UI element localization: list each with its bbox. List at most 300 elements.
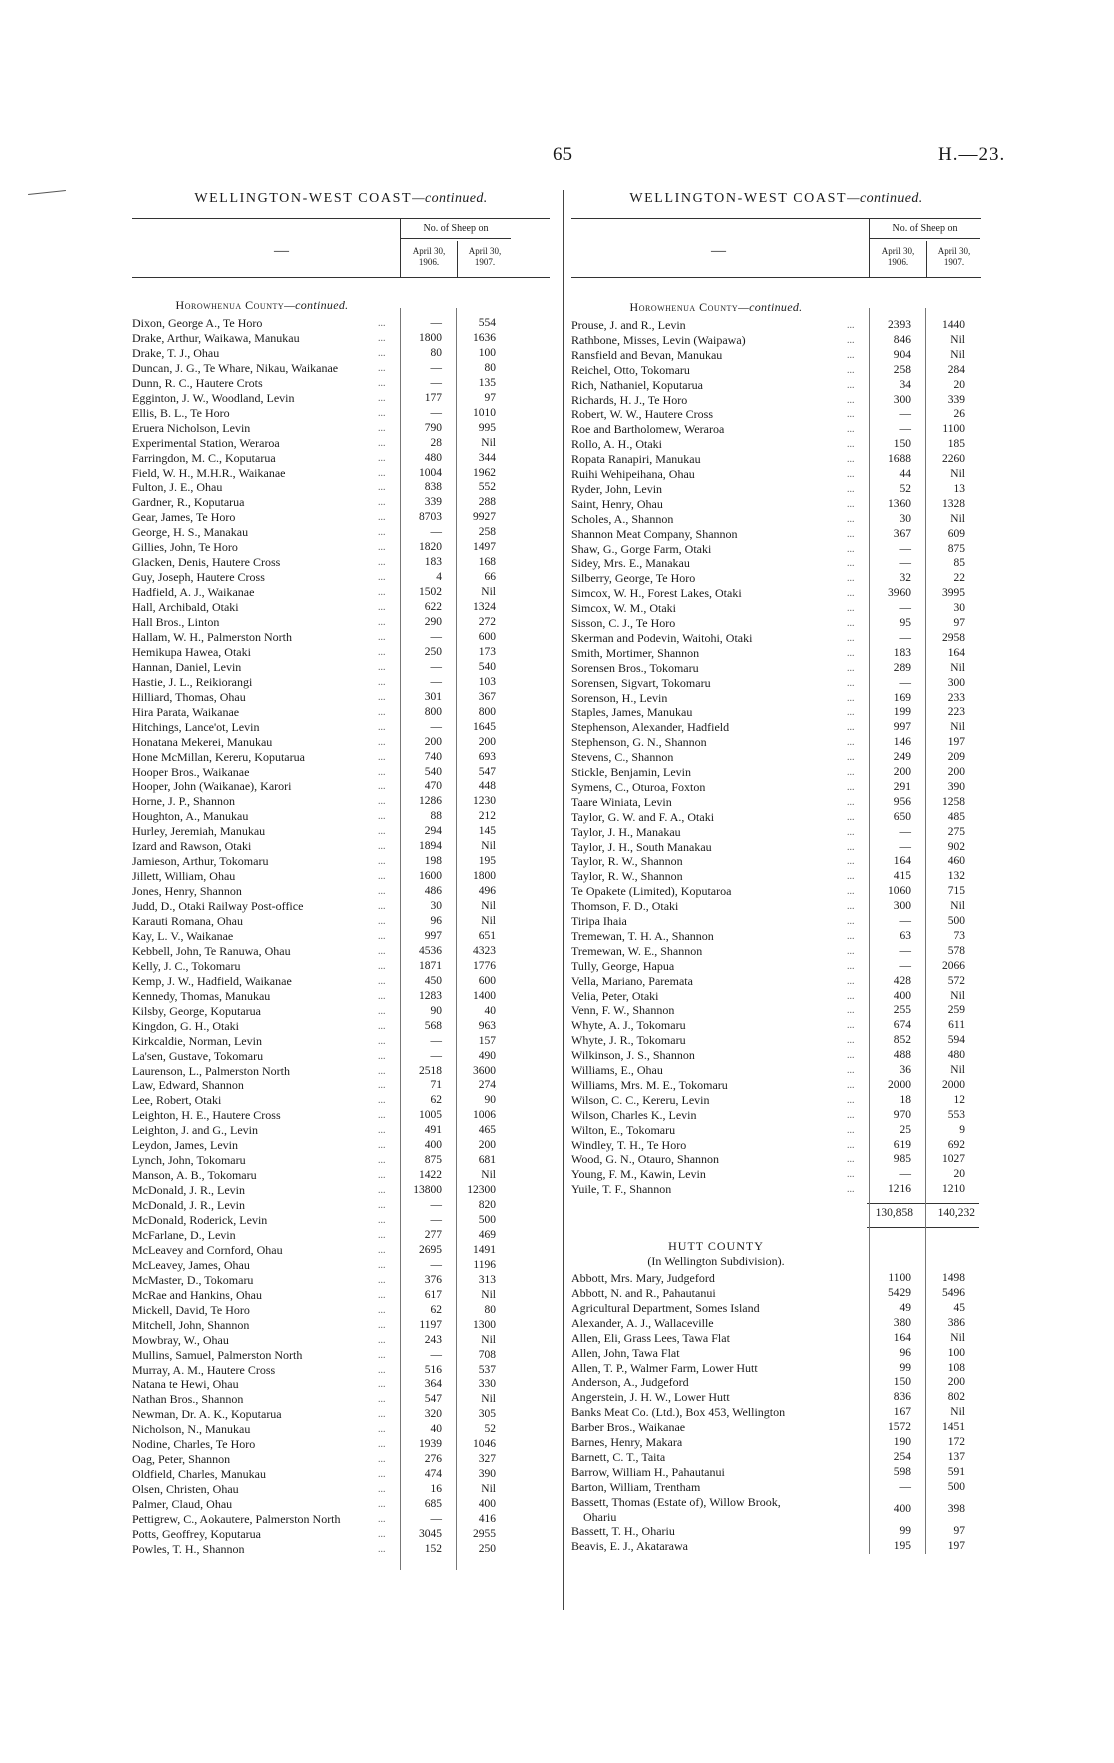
sheep-1906: 650 bbox=[893, 810, 911, 823]
leader-dots: ... bbox=[847, 588, 855, 600]
sheep-1906: 685 bbox=[424, 1498, 442, 1511]
entry-name: Natana te Hewi, Ohau bbox=[132, 1377, 239, 1392]
table-row bbox=[132, 1273, 496, 1289]
sheep-1907: Nil bbox=[481, 900, 496, 913]
leader-dots: ... bbox=[378, 1020, 386, 1032]
leader-dots: ... bbox=[378, 1469, 386, 1481]
leader-dots: ... bbox=[847, 826, 855, 838]
sheep-1907: 212 bbox=[478, 810, 496, 823]
table-row bbox=[132, 406, 496, 422]
sheep-1907: 250 bbox=[478, 1542, 496, 1555]
table-row bbox=[132, 690, 496, 706]
sheep-1906: 254 bbox=[893, 1450, 911, 1463]
entry-name: Houghton, A., Manukau bbox=[132, 809, 249, 824]
sheep-1906: 320 bbox=[424, 1408, 442, 1421]
leader-dots: ... bbox=[847, 469, 855, 480]
sheep-1907: 500 bbox=[478, 1214, 496, 1226]
sheep-1907: 480 bbox=[947, 1049, 965, 1062]
sheep-1907: 553 bbox=[947, 1108, 965, 1121]
sheep-1906: 99 bbox=[899, 1361, 911, 1374]
entry-name: Sorenson, H., Levin bbox=[571, 690, 668, 705]
sheep-1906: 740 bbox=[424, 750, 442, 763]
left-header-col2: April 30, 1907. bbox=[468, 246, 502, 267]
entry-name: Nodine, Charles, Te Horo bbox=[132, 1437, 256, 1452]
table-row bbox=[571, 497, 965, 513]
sheep-1907: Nil bbox=[950, 348, 965, 361]
sheep-1907: 5496 bbox=[942, 1287, 965, 1299]
table-row bbox=[571, 1108, 965, 1124]
sheep-1906: 150 bbox=[893, 1376, 911, 1389]
entry-name: Farringdon, M. C., Koputarua bbox=[132, 450, 276, 465]
table-row bbox=[132, 421, 496, 437]
sheep-1907: 274 bbox=[478, 1079, 496, 1092]
table-row bbox=[132, 705, 496, 721]
sheep-1906: 4536 bbox=[419, 944, 442, 957]
leader-dots: ... bbox=[847, 811, 855, 823]
sheep-1907: 1400 bbox=[473, 989, 496, 1002]
sheep-1907: 708 bbox=[478, 1348, 496, 1361]
entry-name: Hallam, W. H., Palmerston North bbox=[132, 629, 292, 644]
table-row bbox=[132, 1422, 496, 1438]
entry-name: Simcox, W. H., Forest Lakes, Otaki bbox=[571, 586, 742, 601]
sheep-1906: 3045 bbox=[419, 1527, 442, 1540]
sheep-1907: 4323 bbox=[473, 944, 496, 957]
table-row bbox=[571, 944, 965, 960]
sheep-1906: 2518 bbox=[419, 1064, 442, 1077]
right-section-heading-text: Horowhenua County bbox=[629, 300, 739, 314]
sheep-1906: 540 bbox=[424, 765, 442, 778]
sheep-1906: — bbox=[430, 376, 442, 389]
table-row bbox=[571, 1316, 965, 1332]
table-row bbox=[132, 1333, 496, 1349]
leader-dots: ... bbox=[378, 1528, 386, 1540]
sheep-1907: Nil bbox=[950, 512, 965, 525]
sheep-1906: 364 bbox=[424, 1378, 442, 1391]
sheep-1907: 500 bbox=[947, 915, 965, 927]
page-header bbox=[0, 144, 1114, 168]
sheep-1906: 146 bbox=[893, 736, 911, 749]
sheep-1907: 344 bbox=[478, 451, 496, 464]
leader-dots: ... bbox=[847, 692, 855, 704]
sheep-1906: 1286 bbox=[419, 795, 442, 808]
leader-dots: ... bbox=[847, 871, 855, 883]
table-row bbox=[571, 929, 965, 945]
leader-dots: ... bbox=[378, 661, 386, 673]
leader-dots: ... bbox=[847, 647, 855, 659]
sheep-1907: 327 bbox=[478, 1453, 496, 1466]
entry-name: Kingdon, G. H., Otaki bbox=[132, 1018, 239, 1033]
sheep-1907: 45 bbox=[953, 1301, 965, 1314]
entry-name: Field, W. H., M.H.R., Waikanae bbox=[132, 465, 286, 480]
entry-name: Sisson, C. J., Te Horo bbox=[571, 616, 676, 630]
sheep-1906: 415 bbox=[893, 870, 911, 883]
leader-dots: ... bbox=[378, 422, 386, 434]
table-row bbox=[571, 407, 965, 423]
entry-name: Ruihi Wehipeihana, Ohau bbox=[571, 467, 695, 481]
sheep-1906: 836 bbox=[893, 1391, 911, 1404]
leader-dots: ... bbox=[847, 364, 855, 376]
sheep-1907: 137 bbox=[947, 1450, 965, 1463]
leader-dots: ... bbox=[847, 707, 855, 719]
table-row bbox=[132, 989, 496, 1005]
leader-dots: ... bbox=[378, 347, 386, 359]
sheep-1907: 1230 bbox=[473, 795, 496, 808]
sheep-1906: 5429 bbox=[888, 1287, 911, 1299]
right-column-title bbox=[571, 188, 981, 218]
table-row bbox=[132, 555, 496, 571]
sheep-1906: 790 bbox=[424, 421, 442, 434]
right-column bbox=[571, 188, 981, 1578]
sheep-1907: 469 bbox=[478, 1228, 496, 1241]
entry-name: Wilkinson, J. S., Shannon bbox=[571, 1048, 695, 1063]
sheep-1906: — bbox=[899, 676, 911, 689]
table-row bbox=[571, 1390, 965, 1406]
leader-dots: ... bbox=[847, 1050, 855, 1062]
page-number: 65 bbox=[553, 144, 572, 165]
sheep-1906: — bbox=[899, 840, 911, 853]
sheep-1907: 197 bbox=[947, 736, 965, 749]
sheep-1906: 290 bbox=[424, 616, 442, 628]
sheep-1907: 1210 bbox=[942, 1183, 965, 1196]
sheep-1906: 250 bbox=[424, 645, 442, 658]
table-row bbox=[571, 1167, 965, 1183]
leader-dots: ... bbox=[847, 320, 855, 331]
leader-dots: ... bbox=[378, 1379, 386, 1391]
sheep-1907: 611 bbox=[948, 1019, 965, 1032]
table-row bbox=[132, 944, 496, 960]
sheep-1906: — bbox=[430, 1348, 442, 1361]
entry-name: Hall Bros., Linton bbox=[132, 615, 220, 629]
sheep-1906: 428 bbox=[893, 974, 911, 987]
sheep-1907: 22 bbox=[953, 572, 965, 585]
left-header-group-title: No. of Sheep on bbox=[401, 223, 511, 239]
sheep-1907: 145 bbox=[478, 825, 496, 838]
leader-dots: ... bbox=[378, 1170, 386, 1182]
entry-name: Shaw, G., Gorge Farm, Otaki bbox=[571, 541, 712, 556]
sheep-1907: 20 bbox=[953, 1168, 965, 1181]
table-row bbox=[132, 1168, 496, 1184]
entry-name: Wilton, E., Tokomaru bbox=[571, 1122, 676, 1137]
entry-name: Simcox, W. M., Otaki bbox=[571, 601, 677, 616]
leader-dots: ... bbox=[847, 1169, 855, 1181]
sheep-1907: 715 bbox=[947, 885, 965, 898]
entry-name: Banks Meat Co. (Ltd.), Box 453, Wellington bbox=[571, 1405, 786, 1420]
right-header-dash: — bbox=[711, 243, 726, 259]
table-row bbox=[571, 869, 965, 885]
table-row bbox=[132, 1363, 496, 1379]
leader-dots: ... bbox=[378, 736, 386, 748]
sheep-1907: 995 bbox=[478, 421, 496, 434]
leader-dots: ... bbox=[847, 483, 855, 495]
sheep-1906: — bbox=[899, 408, 911, 421]
leader-dots: ... bbox=[378, 617, 386, 628]
entry-name: Taylor, R. W., Shannon bbox=[571, 854, 683, 869]
sheep-1907: 275 bbox=[947, 825, 965, 838]
table-row bbox=[571, 616, 965, 632]
entry-name: McLeavey and Cornford, Ohau bbox=[132, 1242, 283, 1257]
table-row bbox=[571, 780, 965, 796]
table-row bbox=[132, 1183, 496, 1199]
sheep-1907: 20 bbox=[953, 378, 965, 391]
sheep-1906: 28 bbox=[430, 436, 442, 449]
sheep-1906: 183 bbox=[424, 556, 442, 569]
sheep-1907: 1962 bbox=[473, 466, 496, 479]
leader-dots: ... bbox=[378, 646, 386, 658]
right-table-body bbox=[571, 278, 981, 1578]
entry-name: Tiripa Ihaia bbox=[571, 914, 627, 928]
leader-dots: ... bbox=[378, 945, 386, 957]
sheep-1907: 2000 bbox=[942, 1078, 965, 1091]
entry-name: Sorensen, Sigvart, Tokomaru bbox=[571, 675, 711, 690]
table-row bbox=[571, 1003, 965, 1019]
entry-name: Hadfield, A. J., Waikanae bbox=[132, 585, 255, 600]
sheep-1907: 164 bbox=[947, 646, 965, 659]
leader-dots: ... bbox=[378, 676, 386, 688]
table-row bbox=[132, 436, 496, 452]
leader-dots: ... bbox=[378, 1050, 386, 1062]
leader-dots: ... bbox=[378, 1229, 386, 1241]
sheep-1907: 902 bbox=[947, 840, 965, 853]
sheep-1906: 367 bbox=[893, 527, 911, 540]
sheep-1907: 963 bbox=[478, 1019, 496, 1032]
leader-dots: ... bbox=[378, 467, 386, 479]
sheep-1906: 95 bbox=[899, 617, 911, 629]
table-row bbox=[571, 542, 965, 558]
leader-dots: ... bbox=[847, 573, 855, 585]
entry-name: Sidey, Mrs. E., Manakau bbox=[571, 556, 690, 571]
entry-name: Murray, A. M., Hautere Cross bbox=[132, 1362, 276, 1377]
entry-name: Rich, Nathaniel, Koputarua bbox=[571, 377, 703, 392]
sheep-1907: 173 bbox=[478, 645, 496, 658]
leader-dots: ... bbox=[378, 886, 386, 898]
leader-dots: ... bbox=[847, 424, 855, 436]
table-row bbox=[571, 1093, 965, 1109]
leader-dots: ... bbox=[847, 618, 855, 629]
leader-dots: ... bbox=[378, 691, 386, 703]
table-row bbox=[132, 974, 496, 990]
table-row bbox=[571, 765, 965, 781]
sheep-1906: 997 bbox=[893, 721, 911, 734]
sheep-1906: 183 bbox=[893, 646, 911, 659]
leader-dots: ... bbox=[378, 1080, 386, 1092]
table-row bbox=[132, 869, 496, 885]
leader-dots: ... bbox=[378, 871, 386, 883]
entry-name: Ryder, John, Levin bbox=[571, 481, 663, 496]
entry-name-continuation: Ohariu bbox=[583, 1509, 617, 1524]
sheep-1907: 651 bbox=[478, 929, 496, 942]
margin-pencil-mark bbox=[28, 190, 66, 195]
sheep-1906: 258 bbox=[893, 363, 911, 376]
table-row bbox=[132, 615, 496, 631]
leader-dots: ... bbox=[847, 930, 855, 942]
entry-name: Williams, Mrs. M. E., Tokomaru bbox=[571, 1077, 728, 1092]
entry-name: Hira Parata, Waikanae bbox=[132, 704, 240, 719]
table-row bbox=[571, 1465, 965, 1481]
sheep-1907: Nil bbox=[481, 586, 496, 599]
entry-name: Law, Edward, Shannon bbox=[132, 1078, 244, 1093]
entry-name: Alexander, A. J., Wallaceville bbox=[571, 1315, 714, 1330]
sheep-1906: 88 bbox=[430, 810, 442, 823]
entry-name: Kennedy, Thomas, Manukau bbox=[132, 988, 271, 1003]
table-row bbox=[571, 452, 965, 468]
totals-rule bbox=[867, 1203, 979, 1204]
sheep-1906: — bbox=[899, 1168, 911, 1181]
sheep-1907: Nil bbox=[950, 1064, 965, 1076]
entry-name: Venn, F. W., Shannon bbox=[571, 1003, 675, 1018]
sheep-1906: — bbox=[899, 944, 911, 957]
sheep-1907: Nil bbox=[950, 900, 965, 913]
table-row bbox=[132, 1198, 496, 1214]
entry-name: Reichel, Otto, Tokomaru bbox=[571, 362, 690, 377]
table-row bbox=[571, 318, 965, 334]
table-row bbox=[132, 1348, 496, 1364]
entry-name: Mickell, David, Te Horo bbox=[132, 1302, 250, 1317]
table-row bbox=[571, 571, 965, 587]
table-row bbox=[571, 1420, 965, 1436]
sheep-1907: 97 bbox=[953, 1525, 965, 1538]
leader-dots: ... bbox=[847, 916, 855, 927]
table-row bbox=[132, 1392, 496, 1408]
entry-name: Jillett, William, Ohau bbox=[132, 869, 236, 884]
entry-name: Manson, A. B., Tokomaru bbox=[132, 1168, 257, 1183]
table-row bbox=[132, 1258, 496, 1274]
sheep-1906: 1360 bbox=[888, 497, 911, 510]
leader-dots: ... bbox=[378, 1364, 386, 1376]
leader-dots: ... bbox=[378, 512, 386, 524]
sheep-1907: 313 bbox=[478, 1273, 496, 1286]
leader-dots: ... bbox=[847, 662, 855, 674]
entry-name: Hone McMillan, Kereru, Koputarua bbox=[132, 749, 305, 764]
sheep-1906: 300 bbox=[893, 900, 911, 913]
entry-name: Rathbone, Misses, Levin (Waipawa) bbox=[571, 332, 746, 347]
sheep-1907: 1451 bbox=[942, 1421, 965, 1434]
sheep-1906: 199 bbox=[893, 706, 911, 719]
entry-name: Barton, William, Trentham bbox=[571, 1479, 701, 1494]
sheep-1907: 1636 bbox=[473, 331, 496, 344]
entry-name: Wilson, Charles K., Levin bbox=[571, 1107, 697, 1122]
sheep-1907: 1100 bbox=[942, 423, 965, 436]
table-row bbox=[571, 1346, 965, 1362]
sheep-1907: Nil bbox=[481, 1483, 496, 1496]
sheep-1906: 62 bbox=[430, 1303, 442, 1316]
leader-dots: ... bbox=[378, 631, 386, 643]
entry-name: Hurley, Jeremiah, Manukau bbox=[132, 824, 266, 839]
sheep-1906: — bbox=[899, 959, 911, 972]
table-row bbox=[571, 437, 965, 453]
table-row bbox=[571, 1286, 965, 1302]
leader-dots: ... bbox=[378, 796, 386, 808]
sheep-1906: 40 bbox=[430, 1423, 442, 1436]
leader-dots: ... bbox=[378, 1110, 386, 1122]
leader-dots: ... bbox=[378, 856, 386, 868]
entry-name: Izard and Rawson, Otaki bbox=[132, 839, 252, 854]
leader-dots: ... bbox=[378, 766, 386, 778]
sheep-1906: 852 bbox=[893, 1034, 911, 1047]
leader-dots: ... bbox=[847, 901, 855, 913]
sheep-1906: 985 bbox=[893, 1153, 911, 1166]
sheep-1906: 96 bbox=[430, 915, 442, 927]
sheep-1907: 200 bbox=[947, 1376, 965, 1389]
table-row bbox=[571, 393, 965, 409]
leader-dots: ... bbox=[847, 1035, 855, 1047]
entry-name: Nathan Bros., Shannon bbox=[132, 1392, 244, 1407]
leader-dots: ... bbox=[847, 409, 855, 421]
leader-dots: ... bbox=[378, 377, 386, 389]
leader-dots: ... bbox=[378, 1439, 386, 1451]
sheep-1907: 485 bbox=[947, 810, 965, 823]
table-row bbox=[132, 959, 496, 975]
sheep-1906: 90 bbox=[430, 1004, 442, 1017]
sheep-1907: 66 bbox=[484, 571, 496, 584]
table-row bbox=[132, 1093, 496, 1109]
table-row bbox=[571, 989, 965, 1005]
left-section-heading-text: Horowhenua County bbox=[175, 298, 285, 312]
table-row bbox=[571, 1524, 965, 1540]
sheep-1906: 568 bbox=[424, 1019, 442, 1032]
leader-dots: ... bbox=[378, 1514, 386, 1525]
sheep-1906: — bbox=[430, 1199, 442, 1212]
sheep-1907: 875 bbox=[947, 542, 965, 555]
leader-dots: ... bbox=[378, 1215, 386, 1226]
table-row bbox=[132, 1303, 496, 1319]
sheep-1906: 289 bbox=[893, 661, 911, 674]
sheep-1906: 1600 bbox=[419, 870, 442, 883]
sheep-1906: 450 bbox=[424, 974, 442, 987]
sheep-1907: Nil bbox=[950, 468, 965, 480]
sheep-1906: 30 bbox=[899, 512, 911, 525]
sheep-1907: 3600 bbox=[473, 1064, 496, 1077]
sheep-1907: 100 bbox=[947, 1346, 965, 1359]
sheep-1907: 594 bbox=[947, 1034, 965, 1047]
table-row bbox=[132, 1407, 496, 1423]
sheep-1907: 2955 bbox=[473, 1527, 496, 1540]
sheep-1906: — bbox=[899, 915, 911, 927]
leader-dots: ... bbox=[378, 1319, 386, 1331]
sheep-1907: 185 bbox=[947, 438, 965, 451]
table-row bbox=[571, 795, 965, 811]
sheep-1907: 2958 bbox=[942, 631, 965, 644]
entry-name: Taare Winiata, Levin bbox=[571, 794, 672, 809]
sheep-1906: 99 bbox=[899, 1525, 911, 1538]
sheep-1907: Nil bbox=[481, 840, 496, 853]
leader-dots: ... bbox=[847, 722, 855, 734]
entry-name: Stevens, C., Shannon bbox=[571, 750, 674, 765]
table-row bbox=[132, 525, 496, 541]
sheep-1906: 2695 bbox=[419, 1243, 442, 1256]
leader-dots: ... bbox=[847, 677, 855, 689]
entry-name: Leighton, J. and G., Levin bbox=[132, 1123, 258, 1138]
table-row bbox=[571, 1435, 965, 1451]
leader-dots: ... bbox=[378, 482, 386, 494]
leader-dots: ... bbox=[847, 975, 855, 987]
sheep-1907: 209 bbox=[947, 751, 965, 764]
leader-dots: ... bbox=[378, 437, 386, 449]
entry-name: Hilliard, Thomas, Ohau bbox=[132, 689, 246, 704]
entry-name: Richards, H. J., Te Horo bbox=[571, 392, 688, 407]
sheep-1906: — bbox=[430, 406, 442, 419]
table-row bbox=[132, 720, 496, 736]
table-row bbox=[571, 1123, 965, 1139]
sheep-1906: — bbox=[899, 602, 911, 615]
entry-name: Prouse, J. and R., Levin bbox=[571, 318, 686, 332]
leader-dots: ... bbox=[378, 497, 386, 509]
sheep-1906: 1197 bbox=[419, 1318, 442, 1331]
leader-dots: ... bbox=[378, 721, 386, 733]
entry-name: Whyte, A. J., Tokomaru bbox=[571, 1018, 686, 1033]
sheep-1907: 398 bbox=[947, 1502, 965, 1515]
table-row bbox=[571, 840, 965, 856]
sheep-1906: 1005 bbox=[419, 1109, 442, 1122]
